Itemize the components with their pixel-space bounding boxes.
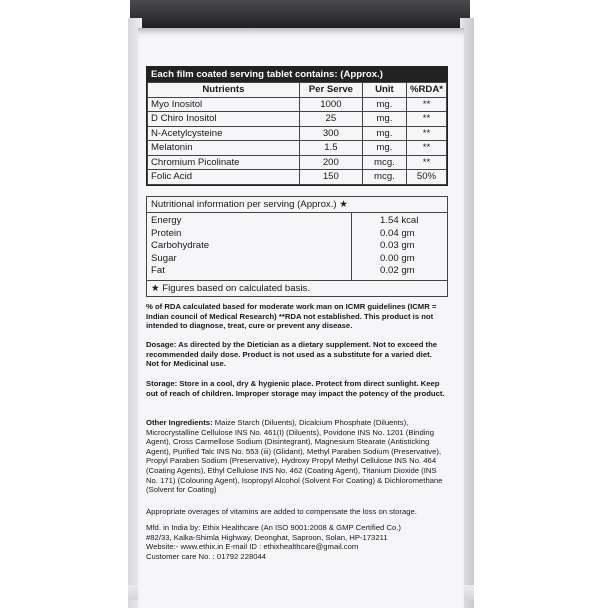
nutrient-rda: ** <box>406 141 446 156</box>
nutrient-unit: mg. <box>362 97 406 112</box>
mfd-line-2: #82/33, Kalka-Shimla Highway, Deonghat, Saproon, Solan, HP-173211 <box>146 532 388 542</box>
nutrient-rda: ** <box>406 126 446 141</box>
nutrient-rda: 50% <box>406 170 446 185</box>
col-per-serve: Per Serve <box>299 83 362 98</box>
nutrient-unit: mcg. <box>362 170 406 185</box>
rda-note: % of RDA calculated based for moderate work man on ICMR guidelines (ICMR = Indian council of Medical Research) **RDA not established. This product is not intended to diagnose, treat, cure or prevent any disease. <box>146 302 437 331</box>
nutrient-rda: ** <box>406 112 446 127</box>
nutrient-unit: mcg. <box>362 155 406 170</box>
overages-note: Appropriate overages of vitamins are added to compensate the loss on storage. <box>146 507 417 516</box>
mfd-line-4: Customer care No. : 01792 228044 <box>146 551 267 561</box>
nutrition-item-value: 0.04 gm <box>380 227 415 239</box>
nutrient-rda: ** <box>406 97 446 112</box>
col-unit: Unit <box>362 83 406 98</box>
mfd-line-3: Website:- www.ethix.in E-mail ID : ethixhealthcare@gmail.com <box>146 542 359 552</box>
table-row <box>148 126 447 141</box>
nutrition-item-value: 1.54 kcal <box>380 215 419 226</box>
col-rda: %RDA* <box>406 83 446 98</box>
col-nutrients: Nutrients <box>148 83 300 98</box>
table-row <box>148 141 447 156</box>
nutrition-item-value: 0.00 gm <box>380 252 415 264</box>
nutrient-amount: 300 <box>299 126 362 141</box>
composition-header: Each film coated serving tablet contains: (Approx.) <box>147 67 447 82</box>
nutrition-values-column <box>352 213 447 280</box>
nutrient-name: Chromium Picolinate <box>148 155 300 170</box>
table-row <box>148 170 447 185</box>
dosage-text: Dosage: As directed by the Dietician as a dietary supplement. Not to exceed the recommended daily dose. Product is not used as a substitute for a varied diet. Not for Medicinal use. <box>146 340 438 369</box>
tablet-composition-table <box>146 66 448 186</box>
nutrition-item-name: Energy <box>151 215 182 226</box>
table-row <box>148 155 447 170</box>
nutrient-name: Folic Acid <box>148 170 300 185</box>
nutrition-item-value: 0.02 gm <box>380 265 415 277</box>
manufacturer-info <box>146 523 446 561</box>
ingredients-list: Maize Starch (Diluents), Dicalcium Phosphate (Diluents), Microcrystalline Cellulose INS No. 461(I) (Diluents), Povidone INS No. 1201 (Binding Agent), Cross Carmellose Sodium (Disintegrant), Magnesium Stearate (Antisticking Agent), Purified Talc INS No. 553 (iii) (Glidant), Methyl Paraben Sodium (Preservative), Propyl Paraben Sodium (Preservative), Hydroxy Propyl Methyl Cellulose INS No. 464 (Coating Agents), Ethyl Cellulose INS No. 462 (Coating Agent), Titanium Dioxide (INS No. 171) (Colouring Agent), Isopropyl Alcohol (Solvent For Coating) & Dichloromethane (Solvent for Coating) <box>146 418 443 495</box>
nutrition-header: Nutritional information per serving (Approx.) ★ <box>147 197 447 213</box>
nutrient-rda: ** <box>406 155 446 170</box>
nutrient-name: Melatonin <box>148 141 300 156</box>
storage-text: Storage: Store in a cool, dry & hygienic place. Protect from direct sunlight. Keep out of reach of children. Improper storage may impact the potency of the product. <box>146 379 445 398</box>
nutrient-name: Myo Inositol <box>148 97 300 112</box>
table-row <box>148 97 447 112</box>
other-ingredients <box>146 418 446 495</box>
composition-column-headers <box>148 83 447 98</box>
nutrition-item-name: Protein <box>151 227 182 239</box>
nutrition-info-table <box>146 196 448 297</box>
ingredients-label: Other Ingredients: <box>146 418 213 427</box>
nutrition-item-name: Sugar <box>151 252 177 264</box>
nutrient-name: N-Acetylcysteine <box>148 126 300 141</box>
mfd-line-1: Mfd. in India by: Ethix Healthcare (An ISO 9001:2008 & GMP Certified Co.) <box>146 523 401 532</box>
nutrient-unit: mg. <box>362 112 406 127</box>
nutrition-item-name: Carbohydrate <box>151 240 210 252</box>
nutrient-amount: 1000 <box>299 97 362 112</box>
nutrient-amount: 25 <box>299 112 362 127</box>
nutrition-footnote: ★ Figures based on calculated basis. <box>147 280 447 296</box>
nutrient-amount: 150 <box>299 170 362 185</box>
nutrition-names-column <box>147 213 352 280</box>
box-top-lid <box>130 0 470 30</box>
nutrient-name: D Chiro Inositol <box>148 112 300 127</box>
nutrient-unit: mg. <box>362 126 406 141</box>
nutrient-amount: 200 <box>299 155 362 170</box>
nutrition-item-value: 0.03 gm <box>380 240 415 252</box>
nutrition-item-name: Fat <box>151 265 165 277</box>
nutrient-amount: 1.5 <box>299 141 362 156</box>
table-row <box>148 112 447 127</box>
nutrient-unit: mg. <box>362 141 406 156</box>
